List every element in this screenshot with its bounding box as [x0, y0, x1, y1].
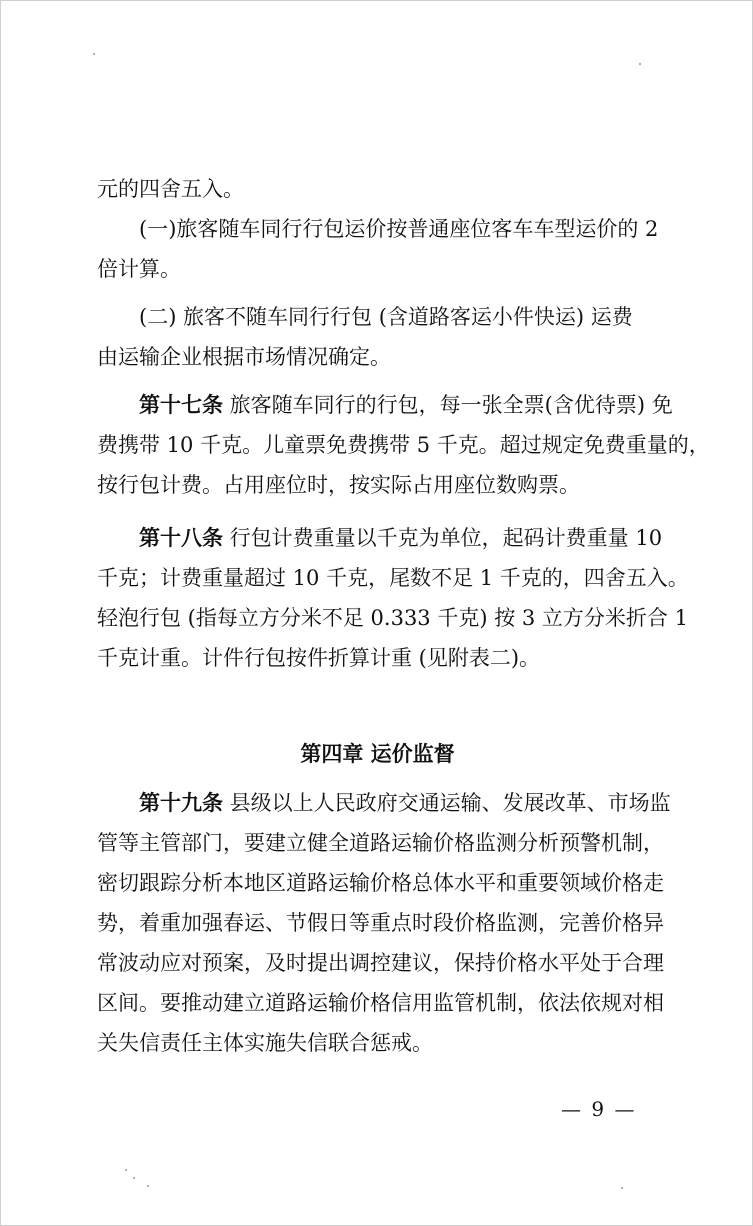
scan-speck: [133, 1177, 135, 1179]
text-line: 元的四舍五入。: [97, 177, 244, 201]
article-heading: 第十九条: [139, 790, 223, 815]
text-line: 费携带 10 千克。儿童票免费携带 5 千克。超过规定免费重量的，: [97, 433, 710, 457]
scan-speck: [147, 1185, 149, 1187]
text-line: 按行包计费。占用座位时，按实际占用座位数购票。: [97, 473, 580, 497]
paragraph-item-one: [97, 209, 659, 289]
scan-speck: [639, 63, 641, 65]
text-line: [97, 385, 673, 425]
text-line: 由运输企业根据市场情况确定。: [97, 345, 391, 369]
scan-speck: [93, 53, 95, 55]
scan-speck: [125, 1169, 127, 1171]
text-line: 密切跟踪分析本地区道路运输价格总体水平和重要领域价格走: [97, 871, 664, 895]
article-text: 旅客随车同行的行包，每一张全票(含优待票) 免: [223, 393, 673, 417]
article-heading: 第十八条: [139, 525, 223, 550]
text-line: 千克计重。计件行包按件折算计重 (见附表二)。: [97, 646, 541, 670]
paragraph-item-two: [97, 297, 653, 377]
text-line: (一)旅客随车同行行包运价按普通座位客车车型运价的 2: [139, 217, 659, 241]
text-line: 势，着重加强春运、节假日等重点时段价格监测，完善价格异: [97, 911, 664, 935]
text-line: 管等主管部门，要建立健全道路运输价格监测分析预警机制，: [97, 831, 664, 855]
text-line: 倍计算。: [97, 257, 181, 281]
article-text: 行包计费重量以千克为单位，起码计费重量 10: [223, 526, 663, 550]
text-line: 轻泡行包 (指每立方分米不足 0.333 千克) 按 3 立方分米折合 1: [97, 606, 688, 630]
scan-speck: [621, 1187, 623, 1189]
page-number: — 9 —: [561, 1097, 637, 1121]
text-line: [97, 783, 671, 823]
article-heading: 第十七条: [139, 392, 223, 417]
article-18: [97, 518, 689, 678]
text-line: 关失信责任主体实施失信联合惩戒。: [97, 1031, 433, 1055]
article-17: [97, 385, 710, 505]
text-line: 区间。要推动建立道路运输价格信用监管机制，依法依规对相: [97, 991, 664, 1015]
chapter-heading: 第四章 运价监督: [300, 741, 455, 766]
paragraph-continuation: [97, 169, 653, 209]
text-line: 千克；计费重量超过 10 千克，尾数不足 1 千克的，四舍五入。: [97, 566, 689, 590]
text-line: [97, 518, 663, 558]
article-19: [97, 783, 671, 1063]
text-line: 常波动应对预案，及时提出调控建议，保持价格水平处于合理: [97, 951, 664, 975]
article-text: 县级以上人民政府交通运输、发展改革、市场监: [223, 791, 671, 815]
text-line: (二) 旅客不随车同行行包 (含道路客运小件快运) 运费: [139, 305, 633, 329]
